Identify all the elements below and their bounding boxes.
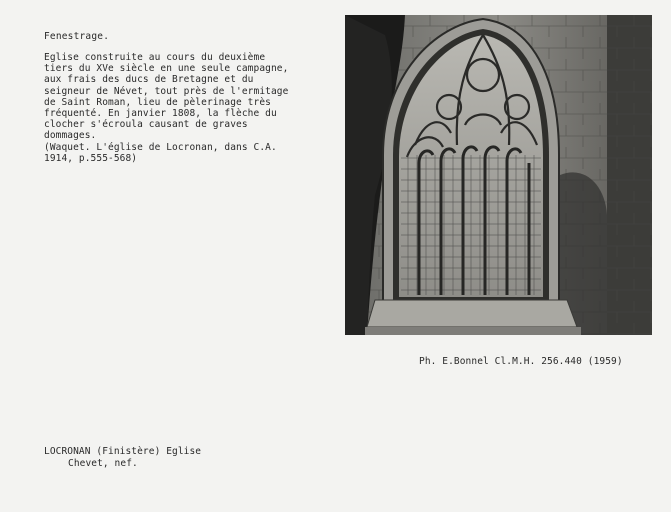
lancet-lights: [401, 155, 541, 295]
description-line: (Waquet. L'église de Locronan, dans C.A.: [44, 141, 277, 153]
description-line: de Saint Roman, lieu de pèlerinage très: [44, 96, 271, 108]
location-caption: [44, 446, 201, 470]
location-subtitle: Chevet, nef.: [68, 458, 138, 469]
description-block: [44, 52, 344, 164]
description-line: seigneur de Névet, tout près de l'ermitage: [44, 85, 289, 97]
window-photograph: [345, 15, 652, 335]
description-line: aux frais des ducs de Bretagne et du: [44, 74, 254, 86]
card-heading: Fenestrage.: [44, 31, 110, 42]
description-line: 1914, p.555-568): [44, 152, 138, 164]
description-line: fréquenté. En janvier 1808, la flèche du: [44, 108, 277, 120]
description-line: tiers du XVe siècle en une seule campagne,: [44, 63, 289, 75]
description-line: Eglise construite au cours du deuxième: [44, 52, 266, 63]
description-line: dommages.: [44, 130, 97, 142]
description-line: clocher s'écroula causant de graves: [44, 119, 248, 131]
gothic-window-illustration: [345, 15, 652, 335]
location-title: LOCRONAN (Finistère) Eglise: [44, 446, 202, 457]
photo-credit: Ph. E.Bonnel Cl.M.H. 256.440 (1959): [419, 356, 623, 367]
